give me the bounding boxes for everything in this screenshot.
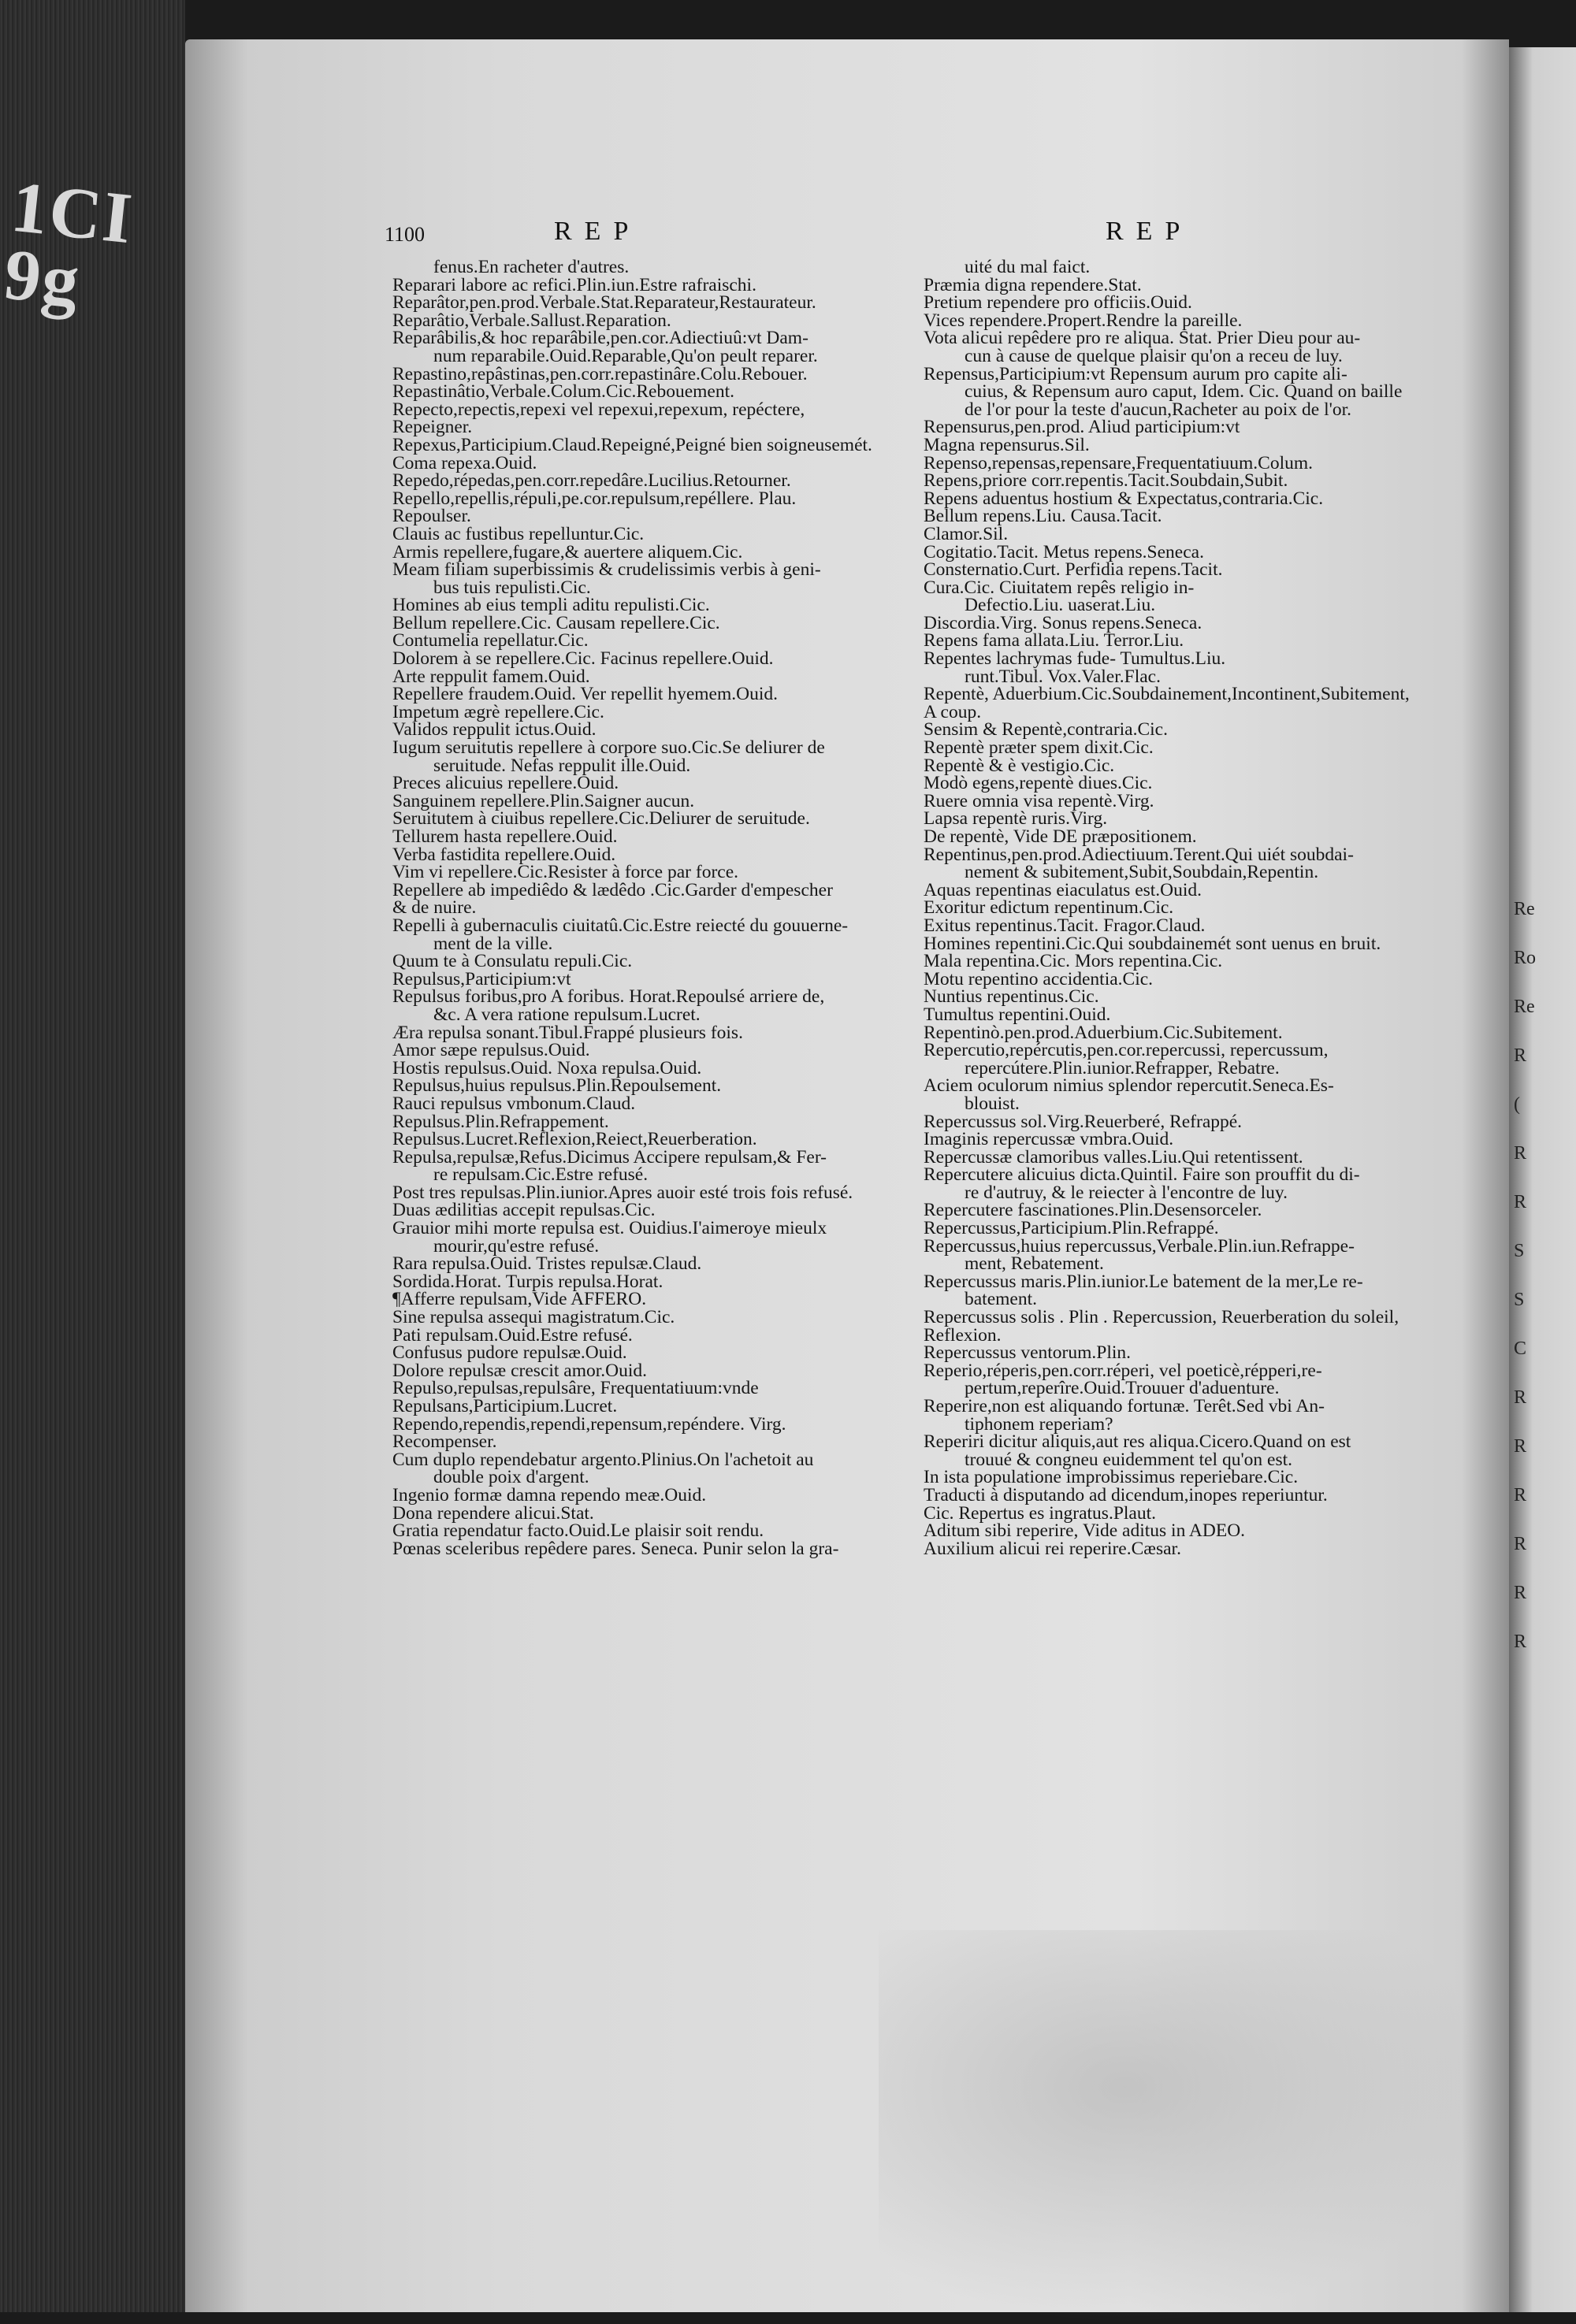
dictionary-line: Modò egens,repentè diues.Cic. [924,773,1153,794]
dictionary-line: Discordia.Virg. Sonus repens.Seneca. [924,612,1202,633]
dictionary-line: ¶Afferre repulsam,Vide AFFERO. [392,1289,647,1310]
dictionary-line: Repeigner. [392,417,473,438]
dictionary-line: fenus.En racheter d'autres. [433,257,630,277]
dictionary-line: Repens aduentus hostium & Expectatus,contraria.Cic. [924,488,1324,509]
dictionary-line: Mala repentina.Cic. Mors repentina.Cic. [924,951,1223,972]
dictionary-line: Pati repulsam.Ouid.Estre refusé. [392,1324,633,1346]
dictionary-line: mourir,qu'estre refusé. [433,1235,600,1257]
dictionary-line: batement. [965,1289,1038,1310]
facing-page-fragment: Re [1514,899,1535,919]
dictionary-line: Repedo,répedas,pen.corr.repedâre.Lucilius.Retourner. [392,470,791,492]
dictionary-line: Repulsus foribus,pro A foribus. Horat.Repoulsé arriere de, [392,986,825,1008]
dictionary-line: Iugum seruitutis repellere à corpore suo.Cic.Se deliurer de [392,737,825,759]
facing-page-fragment: R [1514,1632,1527,1652]
facing-page-fragment: Re [1514,997,1535,1017]
dictionary-line: Consternatio.Curt. Perfidia repens.Tacit. [924,559,1223,581]
dictionary-line: Repentè præter spem dixit.Cic. [924,737,1154,759]
dictionary-line: Bellum repens.Liu. Causa.Tacit. [924,506,1162,527]
dictionary-line: cun à cause de quelque plaisir qu'on a receu de luy. [965,345,1343,366]
water-stain [879,1930,1493,2324]
dictionary-line: Repulsa,repulsæ,Refus.Dicimus Accipere repulsam,& Fer- [392,1146,827,1168]
dictionary-line: Repecto,repectis,repexi vel repexui,repexum, repéctere, [392,399,805,420]
dictionary-line: Homines repentini.Cic.Qui soubdainemét sont uenus en bruit. [924,933,1381,954]
facing-page-fragment: R [1514,1192,1527,1212]
dictionary-line: Pretium rependere pro officiis.Ouid. [924,292,1192,314]
dictionary-line: Sine repulsa assequi magistratum.Cic. [392,1307,675,1328]
dictionary-line: Reflexion. [924,1324,1002,1346]
dictionary-line: Gratia rependatur facto.Ouid.Le plaisir soit rendu. [392,1520,764,1542]
page-header [385,217,1251,256]
dictionary-line: Repentes lachrymas fude- Tumultus.Liu. [924,648,1226,670]
dictionary-line: Validos reppulit ictus.Ouid. [392,719,597,741]
dictionary-line: Repulsus,Participium:vt [392,968,571,989]
dictionary-line: Hostis repulsus.Ouid. Noxa repulsa.Ouid. [392,1057,702,1078]
dictionary-line: runt.Tibul. Vox.Valer.Flac. [965,666,1161,687]
facing-page-edge [1509,47,1576,2312]
dictionary-line: Sordida.Horat. Turpis repulsa.Horat. [392,1271,663,1292]
dictionary-line: Armis repellere,fugare,& auertere aliquem.Cic. [392,541,743,562]
dictionary-line: re d'autruy, & le reiecter à l'encontre de luy. [965,1182,1288,1203]
dictionary-line: repercútere.Plin.iunior.Refrapper, Rebatre. [965,1057,1280,1078]
dictionary-line: Ruere omnia visa repentè.Virg. [924,790,1154,811]
dictionary-line: Amor sæpe repulsus.Ouid. [392,1040,590,1061]
dictionary-line: Bellum repellere.Cic. Causam repellere.Cic. [392,612,720,633]
dictionary-line: trouué & congneu euidemment tel qu'on est. [965,1449,1293,1470]
dictionary-line: Repercutere alicuius dicta.Quintil. Faire son prouffit du di- [924,1164,1360,1186]
dictionary-line: Repenso,repensas,repensare,Frequentatiuum.Colum. [924,452,1314,473]
dictionary-line: Repulsus,huius repulsus.Plin.Repoulsement. [392,1075,722,1097]
dictionary-line: ment de la ville. [433,933,553,954]
dictionary-line: de l'or pour la teste d'aucun,Racheter au poix de l'or. [965,399,1352,420]
dictionary-line: Reparâbilis,& hoc reparâbile,pen.cor.Adiectiuû:vt Dam- [392,328,808,349]
dictionary-line: nement & subitement,Subit,Soubdain,Repentin. [965,862,1319,883]
dictionary-line: Rauci repulsus vmbonum.Claud. [392,1093,636,1114]
dictionary-line: Repello,repellis,répuli,pe.cor.repulsum,repéllere. Plau. [392,488,797,509]
left-column [392,258,889,1557]
dictionary-line: num reparabile.Ouid.Reparable,Qu'on peult reparer. [433,345,818,366]
dictionary-line: Repulso,repulsas,repulsâre, Frequentatiuum:vnde [392,1378,759,1399]
dictionary-line: Tellurem hasta repellere.Ouid. [392,826,618,847]
dictionary-line: Pœnas sceleribus repêdere pares. Seneca. Punir selon la gra- [392,1538,839,1559]
dictionary-line: De repentè, Vide DE præpositionem. [924,826,1197,847]
dictionary-line: Cic. Repertus es ingratus.Plaut. [924,1502,1157,1524]
facing-page-fragment: ( [1514,1094,1520,1115]
dictionary-line: Reperire,non est aliquando fortunæ. Terêt.Sed vbi An- [924,1396,1325,1416]
dictionary-line: Cum duplo rependebatur argento.Plinius.On l'achetoit au [392,1449,814,1470]
dictionary-line: Vices rependere.Propert.Rendre la pareille. [924,310,1243,331]
dictionary-line: Grauior mihi morte repulsa est. Ouidius.I'aimeroye mieulx [392,1218,827,1239]
dictionary-line: Sensim & Repentè,contraria.Cic. [924,719,1168,741]
dictionary-line: Repens fama allata.Liu. Terror.Liu. [924,630,1184,652]
dictionary-line: Verba fastidita repellere.Ouid. [392,844,616,865]
dictionary-line: Clauis ac fustibus repelluntur.Cic. [392,523,645,544]
dictionary-line: Repercussus,huius repercussus,Verbale.Plin.iun.Refrappe- [924,1235,1355,1257]
dictionary-line: & de nuire. [392,897,477,919]
facing-page-fragment: R [1514,1534,1527,1554]
dictionary-line: Repercussus sol.Virg.Reuerberé, Refrappé. [924,1111,1243,1132]
dictionary-line: Repercutere fascinationes.Plin.Desensorceler. [924,1200,1262,1221]
page-number: 1100 [385,223,426,246]
dictionary-line: Repexus,Participium.Claud.Repeigné,Peigné bien soigneusemét. [392,434,872,455]
dictionary-line: Rara repulsa.Ouid. Tristes repulsæ.Claud. [392,1253,702,1275]
dictionary-line: Repentinus,pen.prod.Adiectiuum.Terent.Qui uiét soubdai- [924,844,1354,865]
dictionary-line: uité du mal faict. [965,257,1091,277]
facing-page-fragment: S [1514,1241,1525,1261]
dictionary-line: Repentè, Aduerbium.Cic.Soubdainement,Incontinent,Subitement, [924,684,1410,705]
dictionary-line: Repastinâtio,Verbale.Colum.Cic.Rebouement. [392,381,735,403]
dictionary-line: Auxilium alicui rei reperire.Cæsar. [924,1538,1181,1559]
dictionary-line: In ista populatione improbissimus reperiebare.Cic. [924,1467,1299,1488]
dictionary-line: Reperiri dicitur aliquis,aut res aliqua.Cicero.Quand on est [924,1431,1351,1453]
dictionary-line: bus tuis repulisti.Cic. [433,577,591,598]
dictionary-line: Seruitutem à ciuibus repellere.Cic.Deliurer de seruitude. [392,808,810,830]
dictionary-line: Repensus,Participium:vt Repensum aurum pro capite ali- [924,363,1347,384]
dictionary-line: Exoritur edictum repentinum.Cic. [924,897,1174,919]
facing-page-fragment: C [1514,1338,1527,1359]
dictionary-line: A coup. [924,701,982,722]
dictionary-line: Vota alicui repêdere pro re aliqua. Stat. Prier Dieu pour au- [924,328,1361,349]
dictionary-line: Lapsa repentè ruris.Virg. [924,808,1108,830]
dictionary-line: Æra repulsa sonant.Tibul.Frappé plusieurs fois. [392,1022,743,1043]
dictionary-line: Post tres repulsas.Plin.iunior.Apres auoir esté trois fois refusé. [392,1182,853,1203]
dictionary-line: Reperio,réperis,pen.corr.réperi, vel poeticè,répperi,re- [924,1360,1322,1381]
facing-page-fragment: R [1514,1143,1527,1164]
dictionary-line: Aditum sibi reperire, Vide aditus in ADEO. [924,1520,1246,1542]
facing-page-fragment: R [1514,1583,1527,1603]
edge-handwriting: 1CI 9g [0,165,137,321]
dictionary-line: Cogitatio.Tacit. Metus repens.Seneca. [924,541,1204,562]
facing-page-fragment: R [1514,1045,1527,1066]
dictionary-line: cuius, & Repensum auro caput, Idem. Cic. Quand on baille [965,381,1403,403]
dictionary-line: Repoulser. [392,506,471,527]
dictionary-line: Cura.Cic. Ciuitatem repês religio in- [924,577,1195,598]
dictionary-line: Nuntius repentinus.Cic. [924,986,1099,1008]
book-edge [0,0,185,2312]
dictionary-line: Reparâtor,pen.prod.Verbale.Stat.Reparateur,Restaurateur. [392,292,816,314]
dictionary-line: Repelli à gubernaculis ciuitatû.Cic.Estre reiecté du gouuerne- [392,915,849,936]
dictionary-line: Preces alicuius repellere.Ouid. [392,773,619,794]
dictionary-line: Coma repexa.Ouid. [392,452,537,473]
dictionary-line: Aciem oculorum nimius splendor repercutit.Seneca.Es- [924,1075,1334,1097]
dictionary-line: Repercussæ clamoribus valles.Liu.Qui retentissent. [924,1146,1303,1168]
dictionary-line: double poix d'argent. [433,1467,589,1488]
dictionary-line: Dona rependere alicui.Stat. [392,1502,594,1524]
facing-page-fragment: R [1514,1485,1527,1505]
dictionary-line: ment, Rebatement. [965,1253,1104,1275]
dictionary-line: Rependo,rependis,rependi,repensum,repéndere. Virg. [392,1413,786,1435]
dictionary-line: &c. A vera ratione repulsum.Lucret. [433,1004,701,1025]
dictionary-line: Repulsans,Participium.Lucret. [392,1396,618,1416]
dictionary-line: Repellere ab impediêdo & lædêdo .Cic.Garder d'empescher [392,879,833,900]
dictionary-line: blouist. [965,1093,1020,1114]
dictionary-line: Dolore repulsæ crescit amor.Ouid. [392,1360,648,1381]
dictionary-line: seruitude. Nefas reppulit ille.Ouid. [433,755,691,776]
dictionary-line: Quum te à Consulatu repuli.Cic. [392,951,633,972]
dictionary-line: Reparari labore ac refici.Plin.iun.Estre rafraischi. [392,274,756,295]
dictionary-line: Repercutio,repércutis,pen.cor.repercussi, repercussum, [924,1040,1329,1061]
dictionary-line: Repens,priore corr.repentis.Tacit.Soubdain,Subit. [924,470,1288,492]
dictionary-line: Ingenio formæ damna rependo meæ.Ouid. [392,1484,707,1505]
facing-page-fragment: Ro [1514,948,1537,968]
dictionary-line: Meam filiam superbissimis & crudelissimis verbis à geni- [392,559,821,581]
dictionary-line: Magna repensurus.Sil. [924,434,1090,455]
dictionary-line: Motu repentino accidentia.Cic. [924,968,1154,989]
dictionary-line: Defectio.Liu. uaserat.Liu. [965,595,1156,616]
dictionary-line: Aquas repentinas eiaculatus est.Ouid. [924,879,1202,900]
dictionary-line: Homines ab eius templi aditu repulisti.Cic. [392,595,710,616]
dictionary-line: Reparâtio,Verbale.Sallust.Reparation. [392,310,671,331]
dictionary-line: re repulsam.Cic.Estre refusé. [433,1164,649,1186]
dictionary-line: Exitus repentinus.Tacit. Fragor.Claud. [924,915,1206,936]
dictionary-line: pertum,reperîre.Ouid.Trouuer d'aduenture. [965,1378,1280,1399]
dictionary-line: Repercussus solis . Plin . Repercussion, Reuerberation du soleil, [924,1307,1399,1328]
dictionary-line: Clamor.Sil. [924,523,1009,544]
dictionary-line: Præmia digna rependere.Stat. [924,274,1142,295]
dictionary-line: Repastino,repâstinas,pen.corr.repastinâre.Colu.Rebouer. [392,363,808,384]
dictionary-line: Repercussus maris.Plin.iunior.Le batement de la mer,Le re- [924,1271,1363,1292]
facing-page-fragment: R [1514,1387,1527,1408]
running-head-left: REP [554,217,641,246]
dictionary-line: Repentè & è vestigio.Cic. [924,755,1115,776]
dictionary-line: Confusus pudore repulsæ.Ouid. [392,1342,627,1364]
dictionary-line: Repulsus.Plin.Refrappement. [392,1111,609,1132]
dictionary-line: Imaginis repercussæ vmbra.Ouid. [924,1129,1174,1150]
dictionary-line: Tumultus repentini.Ouid. [924,1004,1111,1025]
dictionary-line: Dolorem à se repellere.Cic. Facinus repellere.Ouid. [392,648,774,670]
facing-page-fragment: R [1514,1436,1527,1457]
dictionary-line: tiphonem reperiam? [965,1413,1113,1435]
dictionary-line: Repulsus.Lucret.Reflexion,Reiect,Reuerberation. [392,1129,757,1150]
dictionary-line: Impetum ægrè repellere.Cic. [392,701,604,722]
right-column [924,257,1410,1559]
dictionary-line: Contumelia repellatur.Cic. [392,630,589,652]
facing-page-fragment: S [1514,1290,1525,1310]
running-head-right: REP [1106,217,1193,246]
dictionary-line: Traducti à disputando ad dicendum,inopes reperiuntur. [924,1484,1328,1505]
dictionary-line: Repercussus ventorum.Plin. [924,1342,1132,1364]
dictionary-line: Repellere fraudem.Ouid. Ver repellit hyemem.Ouid. [392,684,778,705]
dictionary-line: Repercussus,Participium.Plin.Refrappé. [924,1218,1219,1239]
dictionary-line: Vim vi repellere.Cic.Resister à force par force. [392,862,739,883]
dictionary-line: Duas ædilitias accepit repulsas.Cic. [392,1200,656,1221]
dictionary-line: Sanguinem repellere.Plin.Saigner aucun. [392,790,695,811]
dictionary-line: Repensurus,pen.prod. Aliud participium:vt [924,417,1240,438]
dictionary-line: Arte reppulit famem.Ouid. [392,666,590,687]
dictionary-line: Repentinò.pen.prod.Aduerbium.Cic.Subitement. [924,1022,1283,1043]
dictionary-line: Recompenser. [392,1431,497,1453]
